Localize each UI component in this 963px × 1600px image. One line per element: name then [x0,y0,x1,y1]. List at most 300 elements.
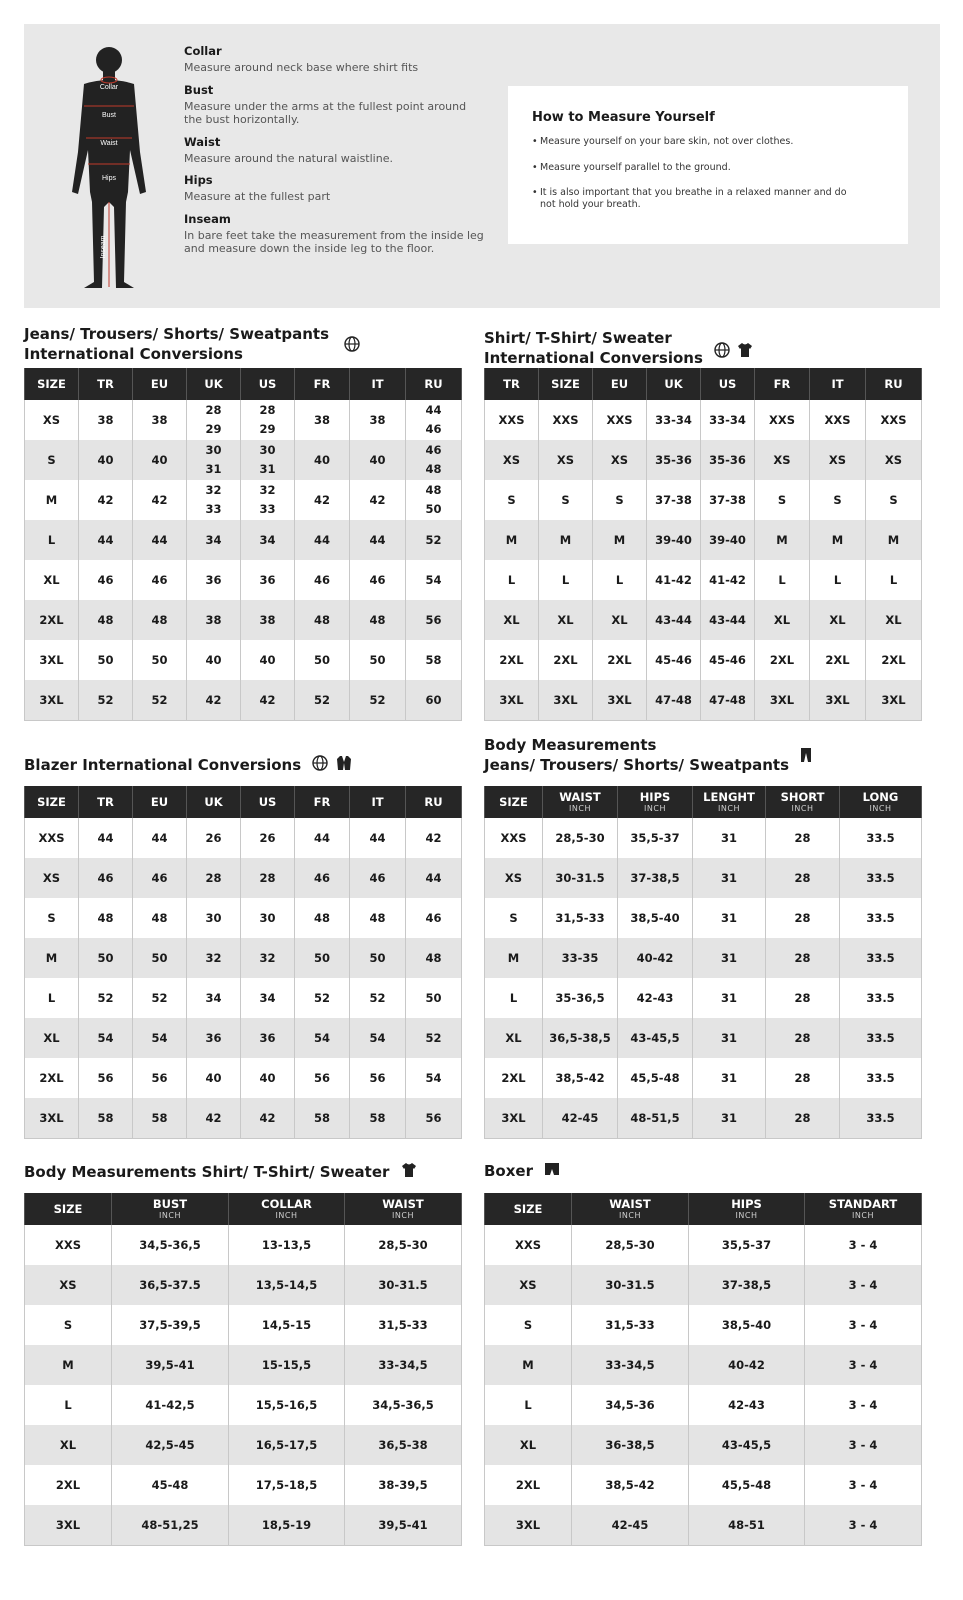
table-cell: XL [485,600,539,640]
guide-title-bust: Bust [184,82,214,97]
column-header: SIZE [539,368,593,400]
table-cell-line: 48 [425,462,442,476]
table-row [25,1465,462,1505]
table-cell: 44 [350,520,406,560]
table-row [485,400,922,440]
guide-desc-waist: Measure around the natural waistline. [184,151,393,165]
table-cell: 2XL [866,640,922,680]
table-cell [406,440,462,480]
table-cell [187,440,241,480]
table-cell: 31 [693,978,766,1018]
column-header: EU [133,368,187,400]
table-cell: 42 [79,480,133,520]
table-cell: 2XL [539,640,593,680]
table-cell: XXS [866,400,922,440]
table-cell: 3 - 4 [805,1305,922,1345]
table-cell: XS [485,1265,572,1305]
column-header [485,1193,572,1225]
table-cell [241,440,295,480]
table-cell: 48 [133,600,187,640]
table-cell: 46 [406,898,462,938]
table-cell: S [25,898,79,938]
table-row [25,858,462,898]
table-cell: 56 [295,1058,350,1098]
table-cell: 39,5-41 [112,1345,229,1385]
column-header [112,1193,229,1225]
column-header: EU [133,786,187,818]
table-row [25,680,462,721]
table-cell: M [485,520,539,560]
table-cell: 47-48 [647,680,701,721]
table-cell: 54 [79,1018,133,1058]
table-row [485,898,922,938]
table-cell: 48 [350,600,406,640]
table-cell: 13-13,5 [229,1225,345,1265]
figure-label-waist: Waist [100,140,118,147]
body-shirt-title-row [24,1162,417,1183]
table-cell [187,480,241,520]
table-cell: 33-34,5 [345,1345,462,1385]
table-cell: 50 [350,640,406,680]
table-cell [406,480,462,520]
table-row [25,640,462,680]
table-cell: 48 [295,898,350,938]
boxer-table [484,1193,922,1546]
table-cell: 41-42 [647,560,701,600]
table-cell: 46 [79,560,133,600]
table-cell: 40 [350,440,406,480]
table-cell: 48-51 [689,1505,805,1546]
table-cell: L [866,560,922,600]
figure-label-collar: Collar [99,84,119,91]
table-cell: 28 [766,1018,840,1058]
table-cell: 48-51,5 [618,1098,693,1139]
table-cell: 42 [406,818,462,858]
table-row [25,1345,462,1385]
column-header-label: SIZE [53,1201,83,1216]
column-header-label: LENGHT [703,790,755,804]
column-header-label: WAIST [559,790,601,804]
table-cell-line: 31 [259,462,276,476]
blazer-conversion-table [24,786,462,1139]
table-cell: 46 [295,560,350,600]
table-row [25,440,462,480]
table-cell: 2XL [25,1058,79,1098]
table-cell: 52 [79,978,133,1018]
table-cell: L [755,560,810,600]
table-cell: XL [810,600,866,640]
table-cell: 42-43 [689,1385,805,1425]
table-cell: 42-45 [543,1098,618,1139]
column-header: SIZE [25,786,79,818]
table-cell: XL [593,600,647,640]
table-cell: 45-46 [647,640,701,680]
table-cell: XXS [593,400,647,440]
table-cell: 38 [241,600,295,640]
table-row [25,1018,462,1058]
table-cell: 36,5-37.5 [112,1265,229,1305]
column-header [25,1193,112,1225]
table-cell: XS [485,440,539,480]
table-cell: 2XL [25,600,79,640]
table-cell: 34,5-36,5 [345,1385,462,1425]
column-header: FR [295,786,350,818]
table-cell: 3XL [539,680,593,721]
table-cell: XXS [485,400,539,440]
table-row [25,1505,462,1546]
table-cell: 30 [241,898,295,938]
table-cell: 38 [350,400,406,440]
table-row [25,400,462,440]
table-cell: 38 [79,400,133,440]
trousers-icon [800,747,812,768]
table-cell: 40 [295,440,350,480]
table-row [485,858,922,898]
table-cell: 34,5-36 [572,1385,689,1425]
table-row [485,1018,922,1058]
body-jeans-section [484,736,812,776]
table-cell: 37-38 [701,480,755,520]
guide-desc-bust: Measure under the arms at the fullest point around the bust horizontally. [184,99,467,126]
body-jeans-table [484,786,922,1139]
table-cell: 30-31.5 [543,858,618,898]
table-cell: M [539,520,593,560]
column-header: UK [187,786,241,818]
column-header-label: LONG [862,790,899,804]
table-cell: 3 - 4 [805,1385,922,1425]
table-cell-line: 50 [425,502,442,516]
table-cell: 48-51,25 [112,1505,229,1546]
table-cell: 58 [133,1098,187,1139]
column-header: EU [593,368,647,400]
table-row [25,978,462,1018]
column-header: US [241,786,295,818]
table-cell: XXS [25,1225,112,1265]
table-row [485,1385,922,1425]
table-cell: 34 [187,978,241,1018]
table-cell: 38,5-42 [543,1058,618,1098]
table-cell: XXS [485,818,543,858]
table-row [485,600,922,640]
table-cell: 3XL [485,1098,543,1139]
table-row [25,1265,462,1305]
column-header-label: BUST [152,1197,188,1211]
column-header-label: WAIST [609,1197,651,1211]
figure-label-hips: Hips [101,175,117,182]
table-row [485,560,922,600]
table-row [485,1305,922,1345]
table-cell-line: 29 [205,422,222,436]
table-cell: 56 [79,1058,133,1098]
table-row [25,480,462,520]
table-cell: 2XL [485,640,539,680]
table-cell: 40 [187,1058,241,1098]
column-header-unit: INCH [852,1211,874,1220]
table-cell: 34,5-36,5 [112,1225,229,1265]
table-cell: 3XL [485,1505,572,1546]
table-cell: 15-15,5 [229,1345,345,1385]
table-cell: 52 [406,1018,462,1058]
table-cell: XL [25,1425,112,1465]
column-header: FR [295,368,350,400]
table-cell: 34 [241,520,295,560]
table-row [25,1058,462,1098]
table-cell: M [25,938,79,978]
table-cell: 46 [79,858,133,898]
table-cell: 31 [693,898,766,938]
table-cell: 3XL [25,1505,112,1546]
table-cell: 52 [133,978,187,1018]
table-cell: XL [866,600,922,640]
column-header-label: SHORT [780,790,825,804]
tshirt-icon [737,342,753,363]
table-cell: 36 [187,1018,241,1058]
table-cell: 37-38 [647,480,701,520]
table-cell: 54 [406,1058,462,1098]
table-cell: 44 [406,858,462,898]
table-cell: XS [866,440,922,480]
table-cell: 50 [295,938,350,978]
jeans-conv-title-1: Jeans/ Trousers/ Shorts/ Sweatpants [24,325,330,343]
column-header [485,786,543,818]
table-cell: 58 [295,1098,350,1139]
table-cell: 39-40 [647,520,701,560]
table-cell: 52 [350,978,406,1018]
boxer-section [484,1162,560,1181]
column-header: IT [350,786,406,818]
table-cell: 44 [133,520,187,560]
table-cell: 3 - 4 [805,1505,922,1546]
table-cell: 48 [133,898,187,938]
table-cell: 43-44 [701,600,755,640]
table-cell: 33.5 [840,858,922,898]
table-cell: S [25,1305,112,1345]
table-cell: M [25,1345,112,1385]
table-cell: 50 [133,938,187,978]
blazer-icon [336,755,352,776]
column-header: FR [755,368,810,400]
blazer-conv-title: Blazer International Conversions [24,756,302,774]
table-cell: 58 [79,1098,133,1139]
table-cell: 36-38,5 [572,1425,689,1465]
table-cell: 37-38,5 [618,858,693,898]
table-cell [187,400,241,440]
table-row [25,600,462,640]
table-cell: XXS [755,400,810,440]
body-jeans-title-2: Jeans/ Trousers/ Shorts/ Sweatpants [484,756,790,774]
table-cell-line: 28 [259,403,276,417]
table-cell: 30 [187,898,241,938]
table-cell: 42 [187,680,241,721]
column-header: US [241,368,295,400]
table-cell: 33.5 [840,938,922,978]
jeans-conv-title-2: International Conversions [24,345,243,363]
table-cell: 28 [766,858,840,898]
table-cell: 28 [766,1098,840,1139]
table-cell: 44 [295,520,350,560]
body-jeans-title-1: Body Measurements [484,736,657,754]
guide-title-hips: Hips [184,173,213,187]
table-cell: XS [755,440,810,480]
table-cell: 15,5-16,5 [229,1385,345,1425]
table-row [485,480,922,520]
table-cell: L [25,978,79,1018]
table-cell: 52 [295,680,350,721]
column-header-unit: INCH [869,804,892,813]
column-header-unit: INCH [159,1211,181,1220]
table-cell: S [25,440,79,480]
table-cell: 37,5-39,5 [112,1305,229,1345]
table-cell: S [485,898,543,938]
table-cell-line: 33 [205,502,222,516]
column-header: UK [647,368,701,400]
column-header [840,786,922,818]
table-row [485,640,922,680]
table-row [25,1098,462,1139]
table-cell: 46 [133,560,187,600]
table-cell-line: 29 [259,422,276,436]
shirt-conv-title-row [484,348,753,369]
table-cell: 48 [295,600,350,640]
table-cell: S [593,480,647,520]
table-cell: 42 [350,480,406,520]
column-header: TR [79,368,133,400]
table-cell: 33.5 [840,1058,922,1098]
table-cell: 30-31.5 [345,1265,462,1305]
table-cell: 3XL [25,1098,79,1139]
table-cell: 33.5 [840,978,922,1018]
table-row [25,938,462,978]
table-row [25,1305,462,1345]
table-cell: M [485,938,543,978]
table-cell: 28 [766,898,840,938]
table-cell: 3 - 4 [805,1345,922,1385]
column-header-label: SIZE [513,1201,543,1216]
guide-title-collar: Collar [184,44,222,58]
table-cell: 40-42 [689,1345,805,1385]
table-cell: 56 [406,600,462,640]
table-cell: 32 [241,938,295,978]
table-cell: XL [25,560,79,600]
table-cell: 54 [295,1018,350,1058]
table-row [485,1345,922,1385]
table-cell: 36 [241,1018,295,1058]
how-to-bullet: • It is also important that you breathe in a relaxed manner and do not hold your breath. [532,187,862,210]
table-cell: 2XL [485,1465,572,1505]
globe-icon [714,342,730,363]
column-header [229,1193,345,1225]
table-cell: 40 [241,640,295,680]
table-cell: 50 [295,640,350,680]
column-header-label: HIPS [731,1197,762,1211]
body-shirt-title: Body Measurements Shirt/ T-Shirt/ Sweater [24,1163,390,1181]
table-cell: 31 [693,818,766,858]
table-cell: 28 [187,858,241,898]
table-cell: 42 [187,1098,241,1139]
column-header-unit: INCH [791,804,814,813]
table-cell: 28,5-30 [572,1225,689,1265]
table-cell: 42,5-45 [112,1425,229,1465]
table-cell: 3 - 4 [805,1465,922,1505]
jeans-conversions-section [24,325,360,365]
table-cell: 48 [350,898,406,938]
table-row [25,818,462,858]
table-cell: XL [539,600,593,640]
table-row [485,1098,922,1139]
table-cell: 35-36 [647,440,701,480]
table-cell: 3XL [755,680,810,721]
table-cell-line: 32 [205,483,222,497]
table-cell: 44 [79,818,133,858]
table-cell: 50 [79,640,133,680]
how-to-measure-box [508,86,908,244]
table-cell: 31 [693,858,766,898]
column-header: TR [485,368,539,400]
table-cell: XS [810,440,866,480]
table-cell: L [539,560,593,600]
table-cell: 2XL [810,640,866,680]
measurement-definitions [184,44,484,264]
table-cell: 44 [133,818,187,858]
table-cell-line: 28 [205,403,222,417]
table-cell: 28,5-30 [345,1225,462,1265]
table-cell: 44 [79,520,133,560]
column-header: RU [866,368,922,400]
table-cell: 44 [350,818,406,858]
table-cell-line: 48 [425,483,442,497]
table-cell-line: 31 [205,462,222,476]
table-cell: 35-36 [701,440,755,480]
table-cell: 35,5-37 [618,818,693,858]
table-cell: 28,5-30 [543,818,618,858]
table-cell: XS [25,400,79,440]
shirt-conversions-section [484,329,753,369]
table-cell: S [810,480,866,520]
table-cell: 44 [295,818,350,858]
guide-desc-hips: Measure at the fullest part [184,190,331,203]
column-header-label: SIZE [499,794,528,809]
table-cell: 48 [79,898,133,938]
table-cell: S [539,480,593,520]
table-cell: 14,5-15 [229,1305,345,1345]
table-cell: 38,5-42 [572,1465,689,1505]
how-to-bullet: • Measure yourself parallel to the ground. [532,162,862,174]
column-header-label: HIPS [639,790,671,804]
table-cell: 30-31.5 [572,1265,689,1305]
table-row [25,560,462,600]
table-row [25,1425,462,1465]
table-cell: 41-42,5 [112,1385,229,1425]
table-cell: 31,5-33 [572,1305,689,1345]
table-cell: 2XL [25,1465,112,1505]
table-row [485,680,922,721]
table-cell: 18,5-19 [229,1505,345,1546]
table-cell: 60 [406,680,462,721]
table-cell: XS [593,440,647,480]
table-cell: 40-42 [618,938,693,978]
table-cell-line: 33 [259,502,276,516]
table-row [485,1505,922,1546]
column-header-unit: INCH [735,1211,758,1220]
table-cell: 28 [766,1058,840,1098]
table-cell: 28 [766,978,840,1018]
table-cell: S [755,480,810,520]
table-row [25,898,462,938]
table-cell: 40 [79,440,133,480]
column-header-unit: INCH [275,1211,298,1220]
table-cell: 46 [295,858,350,898]
globe-icon [344,336,360,357]
